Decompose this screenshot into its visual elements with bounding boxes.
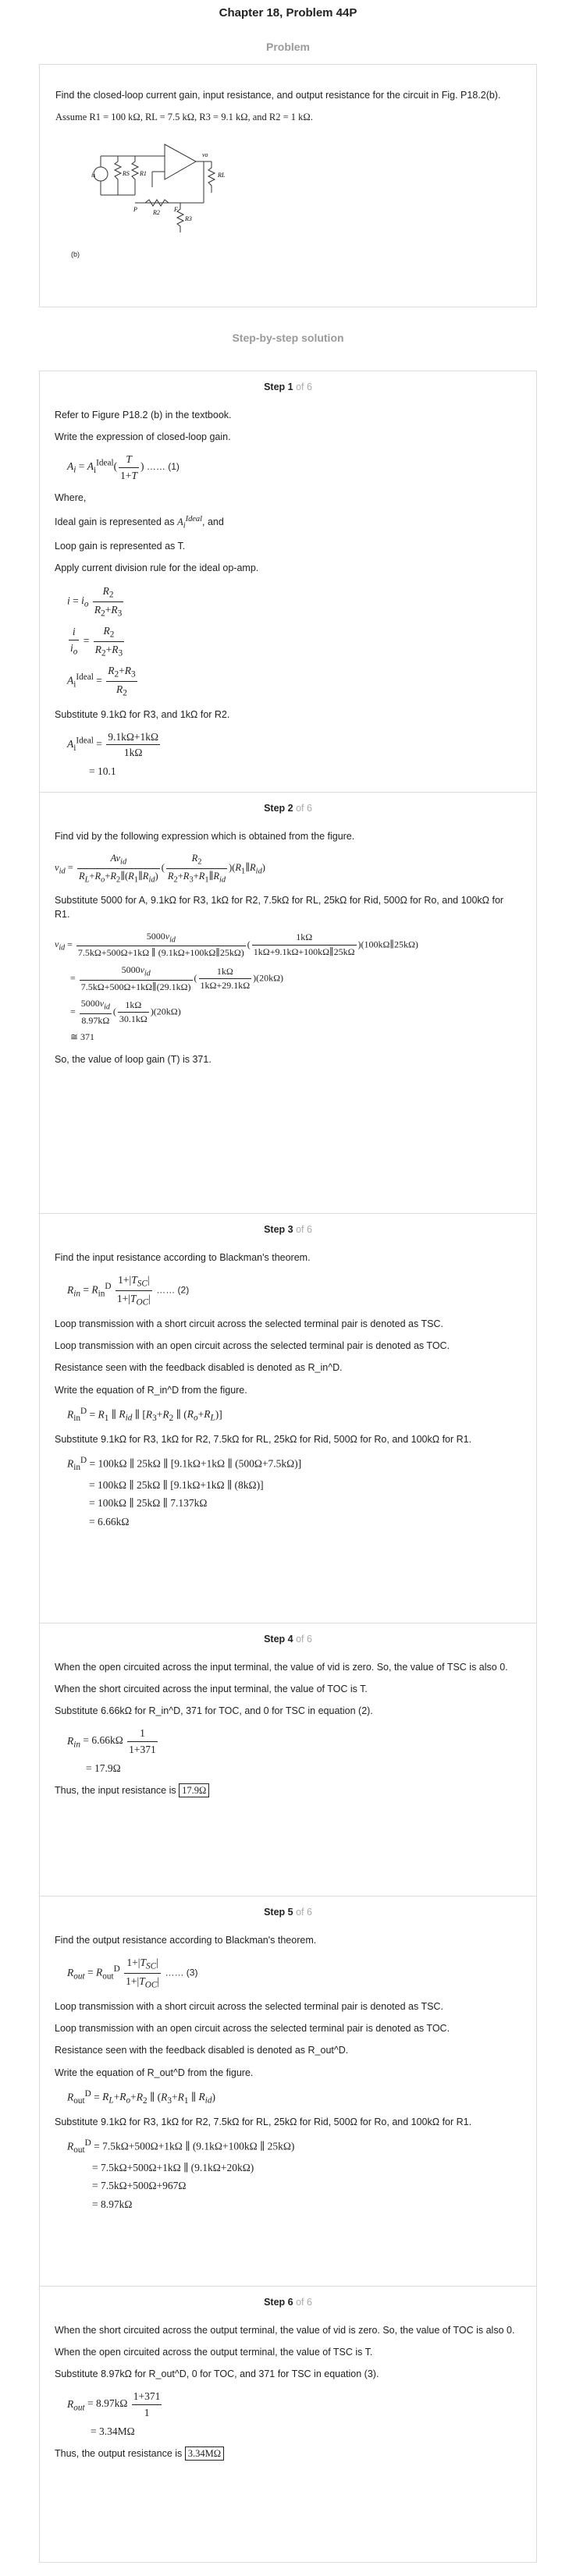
r2-label: R2 (153, 209, 160, 217)
input-resistance-answer: 17.9Ω (179, 1783, 209, 1797)
output-resistance-answer: 3.34MΩ (185, 2446, 224, 2461)
rout-result: $R_{out} = 8.97k\Omega$ $\frac{1+371}{1}$ = 3.34MΩ (67, 2390, 161, 2437)
r3-label: R3 (185, 215, 192, 223)
step5-subst: Substitute 9.1kΩ for R3, 1kΩ for R2, 7.5kΩ for RL, 25kΩ for Rid, 500Ω for Ro, and 100kΩ for R1. (55, 2117, 472, 2128)
step2-subst: Substitute 5000 for A, 9.1kΩ for R3, 1kΩ for R2, 7.5kΩ for RL, 25kΩ for Rid, 500Ω for Ro, and 100kΩ for R1. (55, 895, 504, 921)
rin-d-eq: $R_{in}^D = R_1$ ∥ $R_{id}$ ∥ [$R_3+R_2$ ∥ $(R_o+R_L)$] (67, 1406, 222, 1423)
rl-label: RL (218, 172, 226, 179)
problem-heading: Problem (265, 41, 310, 53)
step3-write: Write the equation of R_in^D from the figure. (55, 1384, 247, 1396)
step4-line2: When the short circuited across the input terminal, the value of TOC is T. (55, 1684, 368, 1695)
step5-rd: Resistance seen with the feedback disabled is denoted as R_out^D. (55, 2045, 349, 2056)
step5-write: Write the equation of R_out^D from the figure. (55, 2067, 254, 2078)
step5-toc: Loop transmission with an open circuit across the selected terminal pair is denoted as TOC. (55, 2023, 450, 2035)
ideal-gain-result: $A_i^{Ideal}$ = $\frac{9.1k\Omega+1k\Omega}{1k\Omega}$ = 10.1 (67, 730, 159, 777)
step-3: Step 3 of 6 Find the input resistance according to Blackman's theorem. $R_{in} = R_{in}^D$ $\frac{1+|T_{SC}|}{1+|T_{OC}|}$ …… (2) Loop transmission with a short circuit across the selected terminal pair is denoted as TSC. Loop transmission with an open circuit across the selected terminal pair is denoted as TOC. Resistance seen with the feedback disabled is denoted as R_in^D. Write the equation of R_in^D from the figure. $R_{in}^D = R_1$ ∥ $R_{id}$ ∥ [$R_3+R_2$ ∥ $(R_o+R_L)$] Substitute 9.1kΩ for R3, 1kΩ for R2, 7.5kΩ for RL, 25kΩ for Rid, 500Ω for Ro, and 100kΩ for R1. $R_{in}^D = 100k\Omega$ ∥ 25kΩ ∥ [9.1kΩ+1kΩ ∥ (500Ω+7.5kΩ)] = 100kΩ ∥ 25kΩ ∥ [9.1kΩ+1kΩ ∥ (8kΩ)] = 100kΩ ∥ 25kΩ ∥ 7.137kΩ = 6.66kΩ (39, 1213, 537, 1532)
r1-label: R1 (140, 170, 147, 178)
step6-line1: When the short circuited across the output terminal, the value of vid is zero. So, the value of TOC is also 0. (55, 2325, 515, 2336)
step6-line3: Substitute 8.97kΩ for R_out^D, 0 for TOC, and 371 for TSC in equation (3). (55, 2368, 379, 2380)
step4-line1: When the open circuited across the input terminal, the value of vid is zero. So, the value of TSC is also 0. (55, 1662, 508, 1673)
step1-subst: Substitute 9.1kΩ for R3, and 1kΩ for R2. (55, 708, 230, 720)
problem-text: Find the closed-loop current gain, input resistance, and output resistance for the circuit in Fig. P18.2(b). (55, 90, 501, 101)
rin-d-result: $R_{in}^D = 100k\Omega$ ∥ 25kΩ ∥ [9.1kΩ+1kΩ ∥ (500Ω+7.5kΩ)] = 100kΩ ∥ 25kΩ ∥ [9.1kΩ+1kΩ ∥ (8kΩ)] = 100kΩ ∥ 25kΩ ∥ 7.137kΩ = 6.66kΩ (67, 1456, 302, 1528)
solution-heading: Step-by-step solution (232, 332, 344, 344)
circuit-figure (87, 129, 290, 246)
step5-tsc: Loop transmission with a short circuit across the selected terminal pair is denoted as TSC. (55, 2001, 443, 2013)
step3-toc: Loop transmission with an open circuit across the selected terminal pair is denoted as TOC. (55, 1340, 450, 1352)
blackman-rin-eq: $R_{in} = R_{in}^D$ $\frac{1+|T_{SC}|}{1+|T_{OC}|}$ …… (2) (67, 1274, 190, 1308)
step1-line2: Write the expression of closed-loop gain. (55, 431, 231, 443)
step2-conclusion: So, the value of loop gain (T) is 371. (55, 1053, 212, 1065)
f-label: F (174, 206, 178, 214)
rout-d-eq: $R_{out}^D = R_L+R_o+R_2$ ∥ ($R_3+R_1$ ∥ $R_{id}$) (67, 2088, 216, 2106)
step-5: Step 5 of 6 Find the output resistance according to Blackman's theorem. $R_{out} = R_{out}^D$ $\frac{1+|T_{SC}|}{1+|T_{OC}|}$ …… (3) Loop transmission with a short circuit across the selected terminal pair is denoted as TSC. Loop transmission with an open circuit across the selected terminal pair is denoted as TOC. Resistance seen with the feedback disabled is denoted as R_out^D. Write the equation of R_out^D from the figure. $R_{out}^D = R_L+R_o+R_2$ ∥ ($R_3+R_1$ ∥ $R_{id}$) Substitute 9.1kΩ for R3, 1kΩ for R2, 7.5kΩ for RL, 25kΩ for Rid, 500Ω for Ro, and 100kΩ for R1. $R_{out}^D = 7.5k\Omega+500\Omega+1k\Omega$ ∥ (9.1kΩ+100kΩ ∥ 25kΩ) = 7.5kΩ+500Ω+1kΩ ∥ (9.1kΩ+20kΩ) = 7.5kΩ+500Ω+967Ω = 8.97kΩ (39, 1896, 537, 2215)
step-2: Step 2 of 6 Find vid by the following expression which is obtained from the figure. $v_{id}$ = $\frac{Av_{id}}{R_L+R_o+R_2\parallel(R_1\parallel R_{id})}$ ( $\frac{R_2}{R_2+R_3+R_1\parallel R_{id}}$ )$(R_1\parallel R_{id})$ Substitute 5000 for A, 9.1kΩ for R3, 1kΩ for R2, 7.5kΩ for RL, 25kΩ for Rid, 500Ω for Ro, and 100kΩ for R1. $v_{id}$ = $\frac{5000v_{id}}{7.5k\Omega+500\Omega+1k\Omega \parallel (9.1k\Omega+100k\Omega\parallel 25k\Omega)}$ ( $\frac{1k\Omega}{1k\Omega+9.1k\Omega+100k\Omega\parallel 25k\Omega}$ )(100kΩ∥25kΩ) = $\frac{5000v_{id}}{7.5k\Omega+500\Omega+1k\Omega\parallel(29.1k\Omega)}$ ( $\frac{1k\Omega}{1k\Omega+29.1k\Omega}$ )(20kΩ) = $\frac{5000v_{id}}{8.97k\Omega}$ ( $\frac{1k\Omega}{30.1k\Omega}$ )(20kΩ) ≅ 371 So, the value of loop gain (T) is 371. (39, 792, 537, 1066)
step1-apply: Apply current division rule for the ideal op-amp. (55, 562, 259, 574)
r1-resistor (132, 156, 138, 195)
vid-expression: $v_{id}$ = $\frac{Av_{id}}{R_L+R_o+R_2\parallel(R_1\parallel R_{id})}$ ( $\frac{R_2}{R_2+R_3+R_1\parallel R_{id}}$ )$(R_1\parallel R_{id})$ (55, 853, 265, 885)
rout-d-result: $R_{out}^D = 7.5k\Omega+500\Omega+1k\Omega$ ∥ (9.1kΩ+100kΩ ∥ 25kΩ) = 7.5kΩ+500Ω+1kΩ ∥ (9.1kΩ+20kΩ) = 7.5kΩ+500Ω+967Ω = 8.97kΩ (67, 2138, 295, 2210)
closed-loop-gain-eq: $A_i = A_i^{Ideal}$( $\frac{T}{1+T}$ ) …… (1) (67, 453, 180, 481)
step-1: Step 1 of 6 Refer to Figure P18.2 (b) in the textbook. Write the expression of closed-loop gain. $A_i = A_i^{Ideal}$( $\frac{T}{1+T}$ ) …… (1) Where, Ideal gain is represented as $A_i^{Ideal}$, and Loop gain is represented as T. Apply current division rule for the ideal op-amp. $i = i_o$ $\frac{R_2}{R_2+R_3}$ $\frac{i}{i_o}$ = $\frac{R_2}{R_2+R_3}$ $A_i^{Ideal}$ = $\frac{R_2+R_3}{R_2}$ Substitute 9.1kΩ for R3, and 1kΩ for R2. $A_i^{Ideal}$ = $\frac{9.1k\Omega+1k\Omega}{1k\Omega}$ = 10.1 (39, 371, 537, 782)
step3-rd: Resistance seen with the feedback disabled is denoted as R_in^D. (55, 1362, 343, 1374)
current-division-eq: $i = i_o$ $\frac{R_2}{R_2+R_3}$ $\frac{i}{i_o}$ = $\frac{R_2}{R_2+R_3}$ $A_i^{Ideal}$ = $\frac{R_2+R_3}{R_2}$ (67, 584, 136, 698)
step6-line2: When the open circuited across the output terminal, the value of TSC is T. (55, 2347, 373, 2358)
r3-resistor (177, 203, 183, 232)
step3-tsc: Loop transmission with a short circuit across the selected terminal pair is denoted as TSC. (55, 1318, 443, 1330)
figure-label: (b) (71, 250, 80, 259)
step1-where: Where, (55, 492, 87, 504)
problem-box (39, 64, 537, 307)
step-4: Step 4 of 6 When the open circuited across the input terminal, the value of vid is zero. So, the value of TSC is also 0. When the short circuited across the input terminal, the value of TOC is T. Substitute 6.66kΩ for R_in^D, 371 for TOC, and 0 for TSC in equation (2). $R_{in} = 6.66k\Omega$ $\frac{1}{1+371}$ = 17.9Ω Thus, the input resistance is 17.9Ω (39, 1623, 537, 1797)
vo-label: vo (202, 151, 208, 159)
current-source-icon (94, 167, 108, 181)
blackman-rout-eq: $R_{out} = R_{out}^D$ $\frac{1+|T_{SC}|}{1+|T_{OC}|}$ …… (3) (67, 1957, 198, 1990)
step1-loop: Loop gain is represented as T. (55, 541, 186, 552)
step3-subst: Substitute 9.1kΩ for R3, 1kΩ for R2, 7.5kΩ for RL, 25kΩ for Rid, 500Ω for Ro, and 100kΩ for R1. (55, 1434, 472, 1446)
rs-resistor (115, 156, 121, 195)
opamp-icon (165, 144, 196, 179)
vid-substitution: $v_{id}$ = $\frac{5000v_{id}}{7.5k\Omega+500\Omega+1k\Omega \parallel (9.1k\Omega+100k\Omega\parallel 25k\Omega)}$ ( $\frac{1k\Omega}{1k\Omega+9.1k\Omega+100k\Omega\parallel 25k\Omega}$ )(100kΩ∥25kΩ) = $\frac{5000v_{id}}{7.5k\Omega+500\Omega+1k\Omega\parallel(29.1k\Omega)}$ ( $\frac{1k\Omega}{1k\Omega+29.1k\Omega}$ )(20kΩ) = $\frac{5000v_{id}}{8.97k\Omega}$ ( $\frac{1k\Omega}{30.1k\Omega}$ )(20kΩ) ≅ 371 (55, 930, 418, 1043)
step-6: Step 6 of 6 When the short circuited across the output terminal, the value of vid is zero. So, the value of TOC is also 0. When the open circuited across the output terminal, the value of TSC is T. Substitute 8.97kΩ for R_out^D, 0 for TOC, and 371 for TSC in equation (3). $R_{out} = 8.97k\Omega$ $\frac{1+371}{1}$ = 3.34MΩ Thus, the output resistance is 3.34MΩ (39, 2286, 537, 2461)
step5-line1: Find the output resistance according to Blackman's theorem. (55, 1935, 317, 1946)
step1-line1: Refer to Figure P18.2 (b) in the textbook. (55, 410, 232, 420)
problem-assume: Assume R1 = 100 kΩ, RL = 7.5 kΩ, R3 = 9.1 kΩ, and R2 = 1 kΩ. (55, 112, 313, 123)
rin-result: $R_{in} = 6.66k\Omega$ $\frac{1}{1+371}$ = 17.9Ω (67, 1727, 156, 1774)
step2-find: Find vid by the following expression which is obtained from the figure. (55, 831, 355, 842)
p-label: P (133, 206, 137, 214)
is-label: is (91, 172, 96, 179)
page-title: Chapter 18, Problem 44P (219, 6, 357, 20)
rs-label: RS (123, 170, 130, 178)
rl-resistor (208, 161, 215, 193)
step4-line3: Substitute 6.66kΩ for R_in^D, 371 for TOC, and 0 for TSC in equation (2). (55, 1705, 373, 1717)
step3-line1: Find the input resistance according to Blackman's theorem. (55, 1252, 311, 1263)
